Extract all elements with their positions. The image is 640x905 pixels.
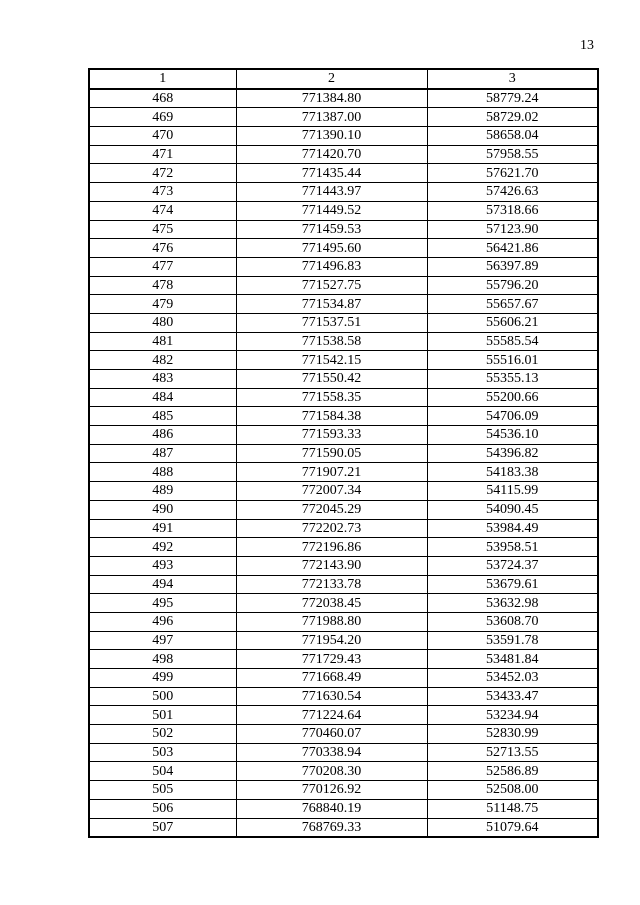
table-row <box>89 482 598 501</box>
x-coordinate-cell: 771496.83 <box>236 257 427 276</box>
y-coordinate-cell: 53591.78 <box>427 631 598 650</box>
y-coordinate-cell: 53433.47 <box>427 687 598 706</box>
y-coordinate-cell: 53608.70 <box>427 612 598 631</box>
y-coordinate-cell: 55606.21 <box>427 313 598 332</box>
y-coordinate-cell: 58779.24 <box>427 89 598 108</box>
table-row <box>89 127 598 146</box>
x-coordinate-cell: 771527.75 <box>236 276 427 295</box>
table-row <box>89 257 598 276</box>
y-coordinate-cell: 55585.54 <box>427 332 598 351</box>
y-coordinate-cell: 57123.90 <box>427 220 598 239</box>
table-row <box>89 108 598 127</box>
table-row <box>89 575 598 594</box>
point-number-cell: 504 <box>89 762 236 781</box>
y-coordinate-cell: 56421.86 <box>427 239 598 258</box>
x-coordinate-cell: 771584.38 <box>236 407 427 426</box>
y-coordinate-cell: 55516.01 <box>427 351 598 370</box>
y-coordinate-cell: 53234.94 <box>427 706 598 725</box>
point-number-cell: 500 <box>89 687 236 706</box>
point-number-cell: 477 <box>89 257 236 276</box>
x-coordinate-cell: 772196.86 <box>236 538 427 557</box>
x-coordinate-cell: 771668.49 <box>236 669 427 688</box>
point-number-cell: 476 <box>89 239 236 258</box>
table-row <box>89 556 598 575</box>
table-row <box>89 183 598 202</box>
y-coordinate-cell: 54183.38 <box>427 463 598 482</box>
x-coordinate-cell: 770460.07 <box>236 725 427 744</box>
y-coordinate-cell: 54706.09 <box>427 407 598 426</box>
point-number-cell: 468 <box>89 89 236 108</box>
table-row <box>89 519 598 538</box>
point-number-cell: 478 <box>89 276 236 295</box>
y-coordinate-cell: 53452.03 <box>427 669 598 688</box>
point-number-cell: 487 <box>89 444 236 463</box>
table-row <box>89 164 598 183</box>
table-row <box>89 818 598 837</box>
table-row <box>89 612 598 631</box>
table-row <box>89 594 598 613</box>
table-row <box>89 388 598 407</box>
point-number-cell: 503 <box>89 743 236 762</box>
table-row <box>89 89 598 108</box>
x-coordinate-cell: 771420.70 <box>236 145 427 164</box>
y-coordinate-cell: 57426.63 <box>427 183 598 202</box>
point-number-cell: 472 <box>89 164 236 183</box>
x-coordinate-cell: 770208.30 <box>236 762 427 781</box>
x-coordinate-cell: 771449.52 <box>236 201 427 220</box>
point-number-cell: 498 <box>89 650 236 669</box>
x-coordinate-cell: 771538.58 <box>236 332 427 351</box>
y-coordinate-cell: 53958.51 <box>427 538 598 557</box>
table-row <box>89 650 598 669</box>
x-coordinate-cell: 772045.29 <box>236 500 427 519</box>
x-coordinate-cell: 770338.94 <box>236 743 427 762</box>
x-coordinate-cell: 768769.33 <box>236 818 427 837</box>
table-row <box>89 706 598 725</box>
point-number-cell: 505 <box>89 781 236 800</box>
x-coordinate-cell: 771387.00 <box>236 108 427 127</box>
page-number: 13 <box>580 38 594 53</box>
table-row <box>89 743 598 762</box>
y-coordinate-cell: 57958.55 <box>427 145 598 164</box>
table-body <box>89 89 598 838</box>
point-number-cell: 496 <box>89 612 236 631</box>
x-coordinate-cell: 770126.92 <box>236 781 427 800</box>
point-number-cell: 470 <box>89 127 236 146</box>
point-number-cell: 493 <box>89 556 236 575</box>
y-coordinate-cell: 58729.02 <box>427 108 598 127</box>
y-coordinate-cell: 51079.64 <box>427 818 598 837</box>
y-coordinate-cell: 53679.61 <box>427 575 598 594</box>
point-number-cell: 507 <box>89 818 236 837</box>
y-coordinate-cell: 57621.70 <box>427 164 598 183</box>
table-row <box>89 631 598 650</box>
point-number-cell: 492 <box>89 538 236 557</box>
table-row <box>89 295 598 314</box>
table-row <box>89 239 598 258</box>
table-row <box>89 669 598 688</box>
y-coordinate-cell: 55200.66 <box>427 388 598 407</box>
y-coordinate-cell: 51148.75 <box>427 799 598 818</box>
y-coordinate-cell: 52713.55 <box>427 743 598 762</box>
x-coordinate-cell: 772038.45 <box>236 594 427 613</box>
point-number-cell: 501 <box>89 706 236 725</box>
table-row <box>89 276 598 295</box>
y-coordinate-cell: 58658.04 <box>427 127 598 146</box>
point-number-cell: 489 <box>89 482 236 501</box>
y-coordinate-cell: 53984.49 <box>427 519 598 538</box>
x-coordinate-cell: 771224.64 <box>236 706 427 725</box>
y-coordinate-cell: 56397.89 <box>427 257 598 276</box>
point-number-cell: 497 <box>89 631 236 650</box>
header-cell-1: 1 <box>89 69 236 89</box>
x-coordinate-cell: 771443.97 <box>236 183 427 202</box>
x-coordinate-cell: 771542.15 <box>236 351 427 370</box>
table-row <box>89 463 598 482</box>
point-number-cell: 494 <box>89 575 236 594</box>
x-coordinate-cell: 771534.87 <box>236 295 427 314</box>
x-coordinate-cell: 771435.44 <box>236 164 427 183</box>
x-coordinate-cell: 771558.35 <box>236 388 427 407</box>
x-coordinate-cell: 771729.43 <box>236 650 427 669</box>
y-coordinate-cell: 53481.84 <box>427 650 598 669</box>
table-row <box>89 145 598 164</box>
table-row <box>89 351 598 370</box>
x-coordinate-cell: 771907.21 <box>236 463 427 482</box>
x-coordinate-cell: 771537.51 <box>236 313 427 332</box>
point-number-cell: 490 <box>89 500 236 519</box>
x-coordinate-cell: 771954.20 <box>236 631 427 650</box>
table-header <box>89 69 598 89</box>
point-number-cell: 473 <box>89 183 236 202</box>
y-coordinate-cell: 53632.98 <box>427 594 598 613</box>
y-coordinate-cell: 52508.00 <box>427 781 598 800</box>
x-coordinate-cell: 772143.90 <box>236 556 427 575</box>
point-number-cell: 486 <box>89 426 236 445</box>
table-row <box>89 762 598 781</box>
table-row <box>89 500 598 519</box>
point-number-cell: 481 <box>89 332 236 351</box>
x-coordinate-cell: 771593.33 <box>236 426 427 445</box>
header-cell-3: 3 <box>427 69 598 89</box>
point-number-cell: 479 <box>89 295 236 314</box>
x-coordinate-cell: 771550.42 <box>236 370 427 389</box>
point-number-cell: 499 <box>89 669 236 688</box>
y-coordinate-cell: 53724.37 <box>427 556 598 575</box>
point-number-cell: 469 <box>89 108 236 127</box>
table-row <box>89 426 598 445</box>
table-row <box>89 725 598 744</box>
x-coordinate-cell: 771630.54 <box>236 687 427 706</box>
coordinates-table <box>88 68 599 838</box>
point-number-cell: 485 <box>89 407 236 426</box>
table-row <box>89 538 598 557</box>
x-coordinate-cell: 772133.78 <box>236 575 427 594</box>
y-coordinate-cell: 54115.99 <box>427 482 598 501</box>
table-row <box>89 687 598 706</box>
point-number-cell: 488 <box>89 463 236 482</box>
point-number-cell: 506 <box>89 799 236 818</box>
point-number-cell: 502 <box>89 725 236 744</box>
x-coordinate-cell: 771390.10 <box>236 127 427 146</box>
y-coordinate-cell: 54536.10 <box>427 426 598 445</box>
x-coordinate-cell: 771495.60 <box>236 239 427 258</box>
table-row <box>89 799 598 818</box>
point-number-cell: 491 <box>89 519 236 538</box>
y-coordinate-cell: 55355.13 <box>427 370 598 389</box>
table-row <box>89 313 598 332</box>
table-row <box>89 332 598 351</box>
point-number-cell: 482 <box>89 351 236 370</box>
table-row <box>89 407 598 426</box>
point-number-cell: 471 <box>89 145 236 164</box>
table-header-row <box>89 69 598 89</box>
x-coordinate-cell: 771988.80 <box>236 612 427 631</box>
table-row <box>89 201 598 220</box>
x-coordinate-cell: 771459.53 <box>236 220 427 239</box>
y-coordinate-cell: 55796.20 <box>427 276 598 295</box>
x-coordinate-cell: 772007.34 <box>236 482 427 501</box>
header-cell-2: 2 <box>236 69 427 89</box>
y-coordinate-cell: 57318.66 <box>427 201 598 220</box>
y-coordinate-cell: 55657.67 <box>427 295 598 314</box>
point-number-cell: 474 <box>89 201 236 220</box>
point-number-cell: 483 <box>89 370 236 389</box>
y-coordinate-cell: 52830.99 <box>427 725 598 744</box>
point-number-cell: 475 <box>89 220 236 239</box>
y-coordinate-cell: 52586.89 <box>427 762 598 781</box>
x-coordinate-cell: 772202.73 <box>236 519 427 538</box>
point-number-cell: 484 <box>89 388 236 407</box>
y-coordinate-cell: 54396.82 <box>427 444 598 463</box>
table-row <box>89 444 598 463</box>
table-row <box>89 220 598 239</box>
table-row <box>89 370 598 389</box>
point-number-cell: 480 <box>89 313 236 332</box>
table-row <box>89 781 598 800</box>
x-coordinate-cell: 768840.19 <box>236 799 427 818</box>
point-number-cell: 495 <box>89 594 236 613</box>
y-coordinate-cell: 54090.45 <box>427 500 598 519</box>
x-coordinate-cell: 771384.80 <box>236 89 427 108</box>
x-coordinate-cell: 771590.05 <box>236 444 427 463</box>
